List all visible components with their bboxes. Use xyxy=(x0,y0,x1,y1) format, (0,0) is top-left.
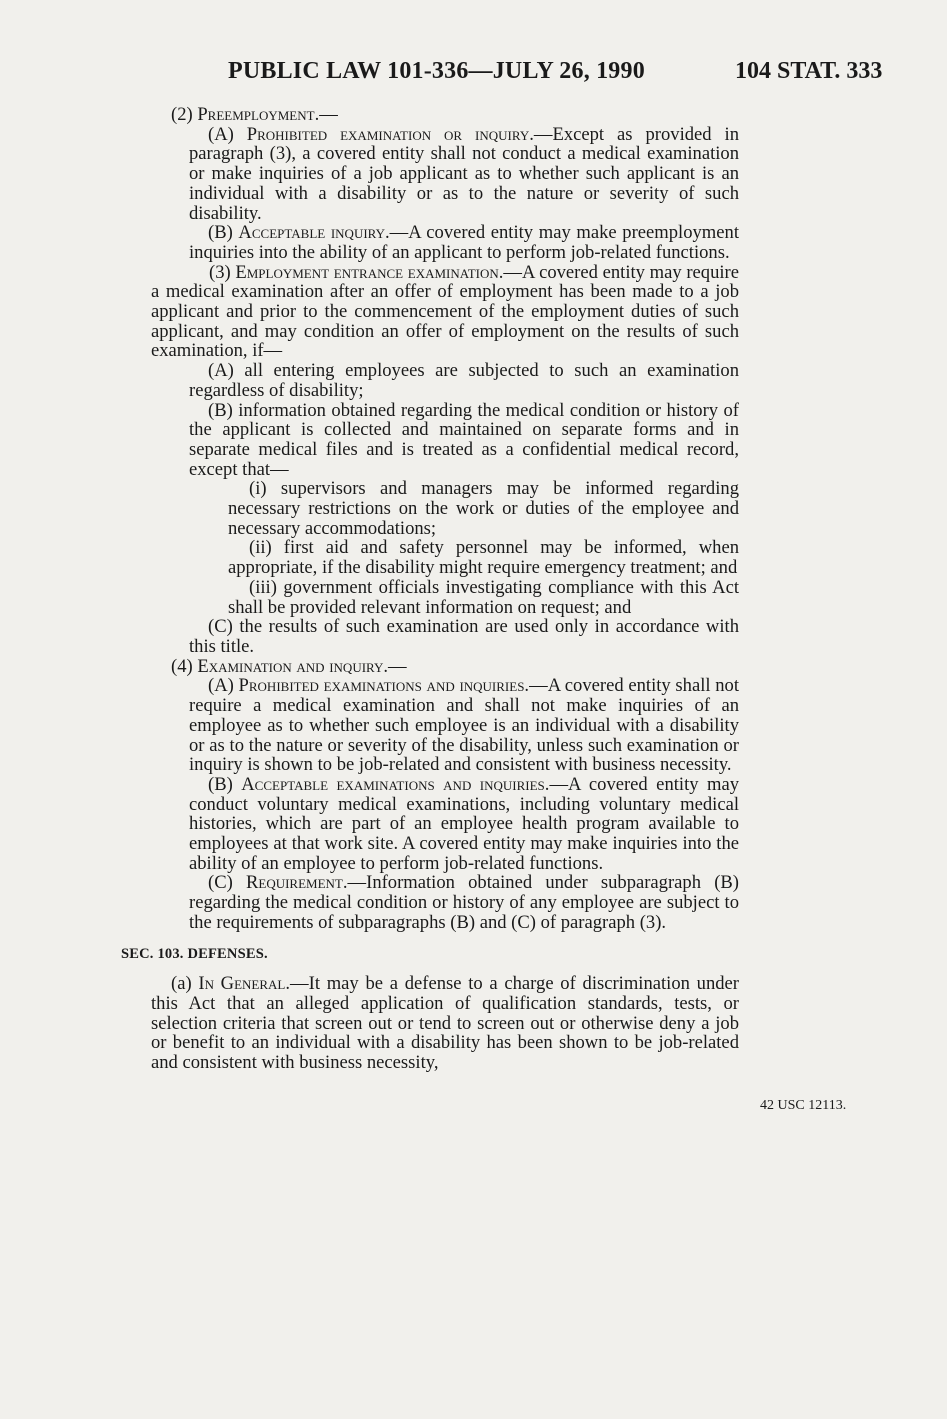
paragraph-2-heading: (2) Preemployment.— xyxy=(171,104,338,125)
paragraph-4c: (C) Requirement.—Information obtained under subparagraph (B) regarding the medical condition or history of any employee are subject to the requirements of subparagraphs (B) and (C) of paragraph (3). xyxy=(189,872,739,933)
paragraph-4b-title: Acceptable examinations and inquiries. xyxy=(241,773,550,795)
clause-3b-ii: (ii) first aid and safety personnel may be informed, when appropriate, if the disability might require emergency treatment; and xyxy=(228,537,739,579)
paragraph-3b: (B) information obtained regarding the medical condition or history of the applicant is collected and maintained on separate forms and in separate medical files and is treated as a confidential medical record, except that— xyxy=(189,399,739,480)
paragraph-4-title: Examination and inquiry. xyxy=(197,655,389,677)
paragraph-2b: (B) Acceptable inquiry.—A covered entity may make preemployment inquiries into the ability of an applicant to perform job-related functions. xyxy=(189,222,739,263)
paragraph-4a: (A) Prohibited examinations and inquiries.—A covered entity shall not require a medical examination and shall not make inquiries of an employee as to whether such employee is an individual with a disability or as to the nature or severity of the disability, unless such examination or inquiry is shown to be job-related and consistent with business necessity. xyxy=(189,675,740,776)
law-title: PUBLIC LAW 101-336—JULY 26, 1990 xyxy=(228,58,645,84)
paragraph-2b-title: Acceptable inquiry. xyxy=(238,222,390,244)
clause-3b-iii: (iii) government officials investigating compliance with this Act shall be provided relevant information on request; and xyxy=(228,576,739,618)
subsection-a-title: In General. xyxy=(198,973,291,995)
paragraph-4b: (B) Acceptable examinations and inquiries.—A covered entity may conduct voluntary medical examinations, including voluntary medical histories, which are part of an employee health program available to employees at that work site. A covered entity may make inquiries into the ability of an employee to perform job-related functions. xyxy=(189,773,739,874)
paragraph-3: (3) Employment entrance examination.—A covered entity may require a medical examination after an offer of employment has been made to a job applicant and prior to the commencement of the employment duties of such applicant, and may condition an offer of employment on the results of such examination, if— xyxy=(151,261,739,362)
running-header xyxy=(0,58,947,86)
paragraph-4a-title: Prohibited examinations and inquiries. xyxy=(238,675,530,697)
paragraph-2-title: Preemployment. xyxy=(197,104,320,125)
paragraph-3a: (A) all entering employees are subjected to such an examination regardless of disability; xyxy=(189,360,739,401)
law-body-text xyxy=(121,104,740,1074)
usc-citation-margin-note: 42 USC 12113. xyxy=(760,1098,847,1113)
paragraph-2a-title: Prohibited examination or inquiry. xyxy=(246,123,534,145)
paragraph-2a: (A) Prohibited examination or inquiry.—Except as provided in paragraph (3), a covered entity shall not conduct a medical examination or make inquiries of a job applicant as to whether such applicant is an individual with a disability or as to the nature or severity of such disability. xyxy=(189,123,739,224)
section-103-heading: SEC. 103. DEFENSES. xyxy=(121,945,268,962)
paragraph-3-title: Employment entrance examination. xyxy=(235,261,504,283)
statute-page-number: 104 STAT. 333 xyxy=(735,58,883,84)
section-103-subsection-a: (a) In General.—It may be a defense to a charge of discrimination under this Act that an alleged application of qualification standards, tests, or selection criteria that screen out or tend to screen out or otherwise deny a job or benefit to an individual with a disability has been shown to be job-related and consistent with business necessity, xyxy=(151,973,739,1074)
paragraph-4-heading: (4) Examination and inquiry.— xyxy=(171,655,407,677)
paragraph-3c: (C) the results of such examination are used only in accordance with this title. xyxy=(189,616,739,657)
paragraph-4c-title: Requirement. xyxy=(245,872,348,894)
clause-3b-i: (i) supervisors and managers may be informed regarding necessary restrictions on the work or duties of the employee and necessary accommodations; xyxy=(228,478,739,539)
